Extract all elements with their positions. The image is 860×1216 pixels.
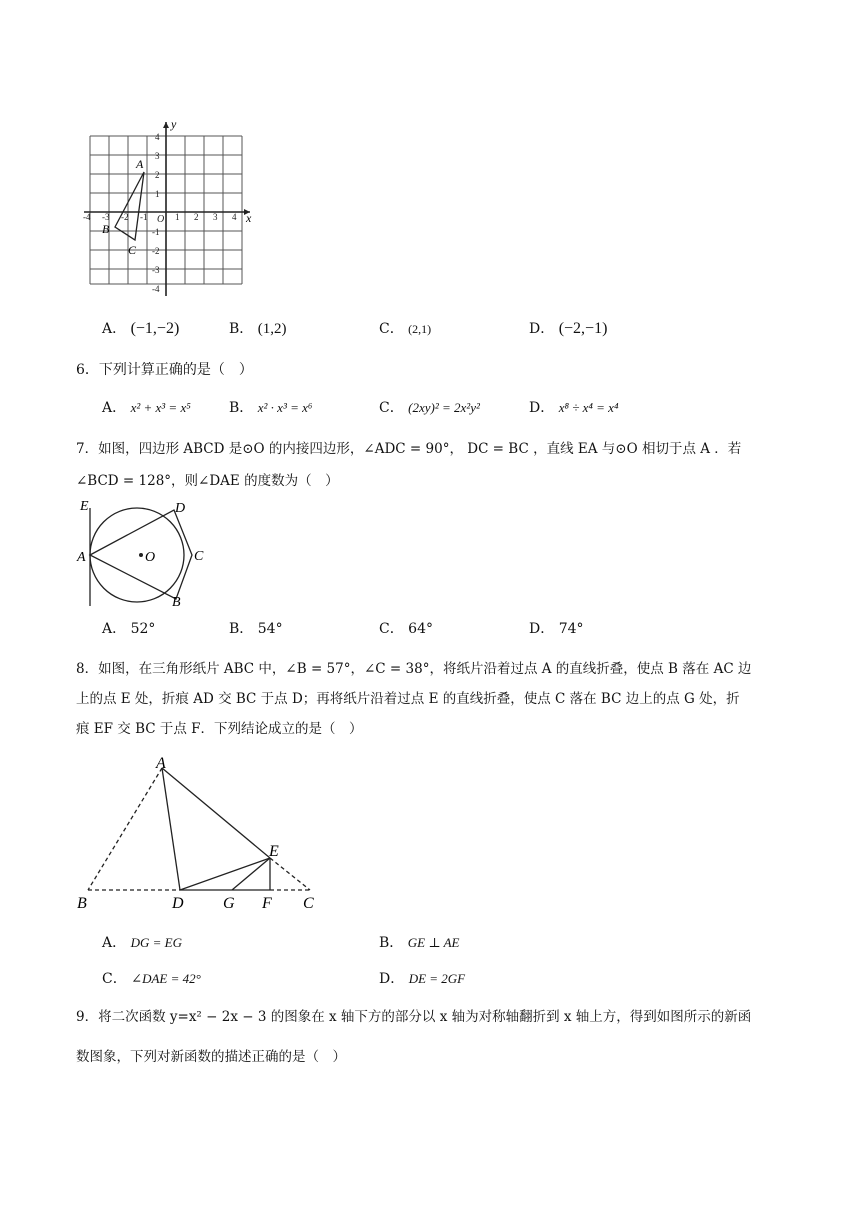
label-a: A — [156, 755, 166, 772]
option-text: (1,2) — [257, 321, 287, 337]
folded-triangle-figure — [74, 752, 334, 912]
y-tick-label: -1 — [152, 227, 160, 237]
x-axis-label: x — [246, 211, 252, 225]
q8-stem-line1: 8．如图，在三角形纸片 ABC 中，∠B = 57°，∠C = 38°，将纸片沿着过点 A 的直线折叠，使点 B 落在 AC 边 — [76, 661, 752, 677]
x-tick-label: -3 — [102, 212, 110, 222]
q7-option-a[interactable] — [102, 620, 155, 638]
label-g: G — [223, 895, 235, 912]
circle-quadrilateral-figure — [74, 496, 214, 612]
dashed-ec — [270, 858, 310, 890]
q7-option-d[interactable] — [529, 620, 584, 638]
label-c: C — [194, 549, 204, 564]
x-tick-label: -4 — [83, 212, 91, 222]
label-b: B — [172, 595, 181, 610]
q7-stem-line1: 7．如图，四边形 ABCD 是⊙O 的内接四边形，∠ADC = 90°， DC = BC ，直线 EA 与⊙O 相切于点 A ．若 — [76, 441, 742, 457]
triangle-abc — [115, 172, 144, 240]
q5-option-b[interactable] — [229, 320, 287, 338]
option-label: D． — [529, 321, 555, 337]
option-text: 54° — [257, 621, 283, 637]
label-c: C — [303, 895, 314, 912]
q7-option-c[interactable] — [379, 620, 433, 638]
q8-option-c[interactable] — [102, 970, 201, 988]
option-label: A． — [102, 935, 127, 951]
option-label: A． — [102, 621, 127, 637]
option-label: A． — [102, 321, 127, 337]
option-label: D． — [529, 621, 555, 637]
label-o: O — [145, 550, 156, 565]
option-label: B． — [379, 935, 404, 951]
x-tick-label: 4 — [232, 212, 237, 222]
option-label: C． — [379, 321, 404, 337]
circle-o — [90, 508, 184, 602]
y-tick-label: 3 — [155, 151, 160, 161]
x-tick-label: 3 — [213, 212, 218, 222]
q7-option-b[interactable] — [229, 620, 283, 638]
coordinate-grid-figure — [80, 116, 260, 302]
x-tick-label: 1 — [175, 212, 180, 222]
q8-option-b[interactable] — [379, 934, 459, 952]
segment-de — [180, 858, 270, 890]
point-c-label: C — [128, 243, 137, 257]
option-label: C． — [102, 971, 127, 987]
label-e: E — [269, 843, 279, 860]
label-a: A — [77, 550, 86, 565]
y-tick-label: 1 — [155, 189, 160, 199]
fold-ad — [162, 768, 180, 890]
q6-option-d[interactable] — [529, 399, 618, 417]
option-text: DE = 2GF — [408, 971, 466, 986]
option-text: (2xy)² = 2x²y² — [408, 400, 480, 415]
option-text: 74° — [558, 621, 584, 637]
option-text: 64° — [408, 621, 433, 637]
q5-option-a[interactable] — [102, 320, 179, 338]
q9-stem-line2: 数图象，下列对新函数的描述正确的是（ ） — [76, 1049, 346, 1065]
option-text: x² · x³ = x⁶ — [257, 400, 313, 415]
option-text: ∠DAE = 42° — [131, 971, 201, 986]
y-tick-label: -4 — [152, 284, 160, 294]
option-label: C． — [379, 621, 404, 637]
y-tick-label: -3 — [152, 265, 160, 275]
y-tick-label: -2 — [152, 246, 160, 256]
point-b-label: B — [102, 222, 110, 236]
q5-option-c[interactable] — [379, 320, 431, 338]
option-label: D． — [529, 400, 555, 416]
q6-option-c[interactable] — [379, 399, 480, 417]
q6-option-b[interactable] — [229, 399, 312, 417]
option-text: GE ⊥ AE — [407, 935, 460, 950]
option-label: A． — [102, 400, 127, 416]
label-f: F — [262, 895, 272, 912]
q9-stem-line1: 9．将二次函数 y=x² − 2x − 3 的图象在 x 轴下方的部分以 x 轴为对称轴翻折到 x 轴上方，得到如图所示的新函 — [76, 1009, 752, 1025]
point-a-label: A — [136, 157, 144, 171]
side-ae — [162, 768, 270, 858]
y-axis-label: y — [171, 117, 177, 131]
x-tick-label: -1 — [140, 212, 148, 222]
option-text: 52° — [130, 621, 156, 637]
option-text: x⁸ ÷ x⁴ = x⁴ — [558, 400, 619, 415]
label-d: D — [172, 895, 184, 912]
option-label: C． — [379, 400, 404, 416]
label-d: D — [175, 501, 186, 516]
q8-stem-line2: 上的点 E 处，折痕 AD 交 BC 于点 D；再将纸片沿着过点 E 的直线折叠，使点 C 落在 BC 边上的点 G 处，折 — [76, 691, 740, 707]
option-label: D． — [379, 971, 405, 987]
option-label: B． — [229, 321, 254, 337]
y-tick-label: 4 — [155, 132, 160, 142]
dashed-ab — [88, 768, 162, 890]
label-b: B — [77, 895, 87, 912]
q6-option-a[interactable] — [102, 399, 191, 417]
option-label: B． — [229, 621, 254, 637]
q6-stem: 6．下列计算正确的是（ ） — [76, 362, 253, 378]
q8-option-a[interactable] — [102, 934, 182, 952]
origin-label: O — [157, 214, 165, 225]
option-text: (−2,−1) — [558, 320, 608, 337]
option-text: x² + x³ = x⁵ — [130, 400, 191, 415]
q5-option-d[interactable] — [529, 320, 607, 338]
q8-stem-line3: 痕 EF 交 BC 于点 F．下列结论成立的是（ ） — [76, 721, 363, 737]
option-text: (2,1) — [408, 322, 432, 336]
center-dot — [139, 553, 143, 557]
label-e: E — [80, 499, 89, 514]
option-label: B． — [229, 400, 254, 416]
y-tick-label: 2 — [155, 170, 160, 180]
x-tick-label: 2 — [194, 212, 199, 222]
x-tick-label: -2 — [121, 212, 129, 222]
option-text: DG = EG — [130, 935, 182, 950]
segment-ge — [232, 858, 270, 890]
q8-option-d[interactable] — [379, 970, 465, 988]
q7-stem-line2: ∠BCD = 128°，则∠DAE 的度数为（ ） — [76, 473, 339, 489]
option-text: (−1,−2) — [130, 320, 180, 337]
